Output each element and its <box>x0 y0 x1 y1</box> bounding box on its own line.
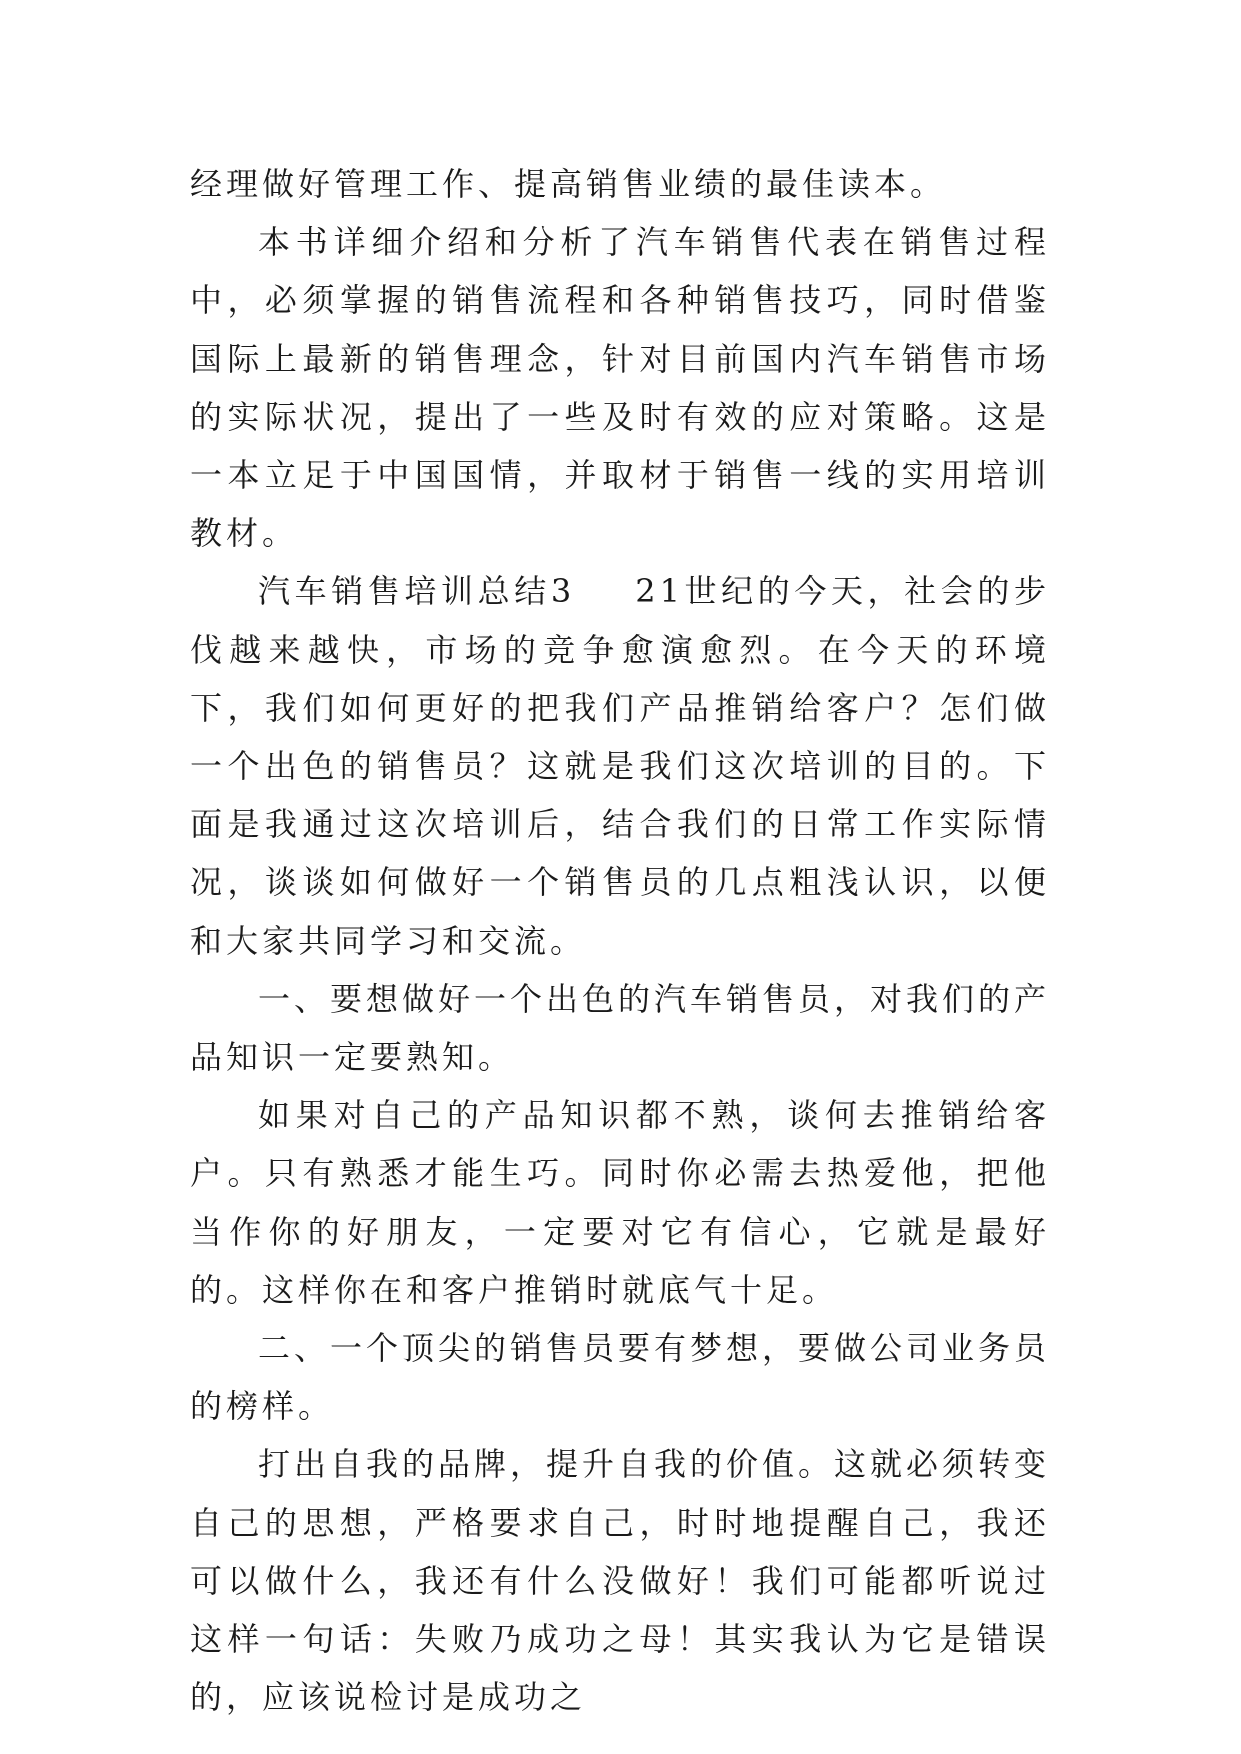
paragraph-point-two: 二、一个顶尖的销售员要有梦想，要做公司业务员的榜样。 <box>190 1329 1051 1426</box>
paragraph-product-knowledge: 如果对自己的产品知识都不熟，谈何去推销给客户。只有熟悉才能生巧。同时你必需去热爱他，把他当作你的好朋友，一定要对它有信心，它就是最好的。这样你在和客户推销时就底气十足。 <box>190 1096 1050 1309</box>
paragraph-point-one: 一、要想做好一个出色的汽车销售员，对我们的产品知识一定要熟知。 <box>190 979 1051 1077</box>
paragraph-summary-3-text: 21世纪的今天，社会的步伐越来越快，市场的竞争愈演愈烈。在今天的环境下，我们如何更好的把我们产品推销给客户？怎们做一个出色的销售员？这就是我们这次培训的目的。下面是我通过这次培训后，结合我们的日常工作实际情况，谈谈如何做好一个销售员的几点粗浅认识，以便和大家共同学习和交流。 <box>190 572 1050 960</box>
document-body <box>190 155 1050 1726</box>
paragraph-continuation: 经理做好管理工作、提高销售业绩的最佳读本。 <box>190 165 947 203</box>
paragraph-book-intro: 本书详细介绍和分析了汽车销售代表在销售过程中，必须掌握的销售流程和各种销售技巧，同时借鉴国际上最新的销售理念，针对目前国内汽车销售市场的实际状况，提出了一些及时有效的应对策略。这是一本立足于中国国情，并取材于销售一线的实用培训教材。 <box>190 223 1050 553</box>
paragraph-personal-brand: 打出自我的品牌，提升自我的价值。这就必须转变自己的思想，严格要求自己，时时地提醒自己，我还可以做什么，我还有什么没做好！我们可能都听说过这样一句话：失败乃成功之母！其实我认为它是错误的，应该说检讨是成功之 <box>190 1445 1051 1717</box>
paragraph-summary-3 <box>190 562 1050 969</box>
section-heading: 汽车销售培训总结3 <box>258 572 576 611</box>
